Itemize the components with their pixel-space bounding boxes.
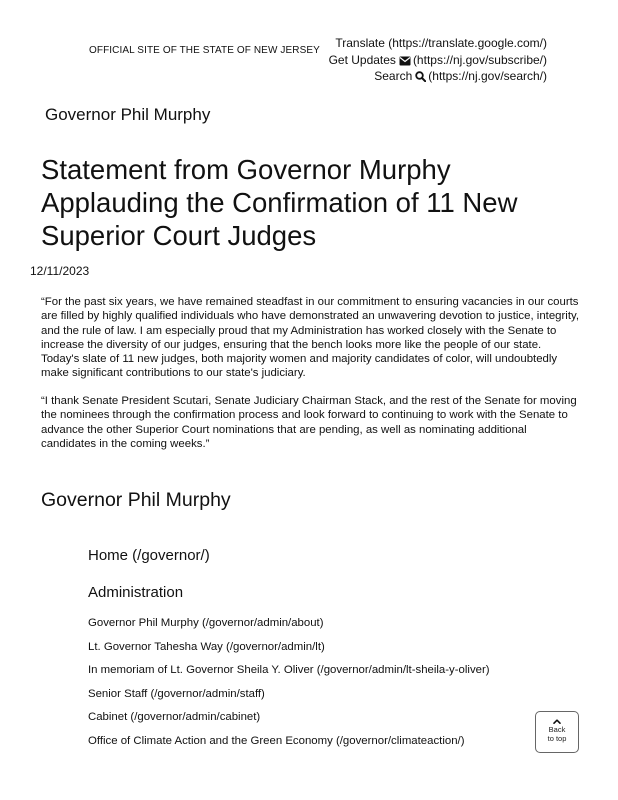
get-updates-link[interactable]: [329, 53, 547, 67]
footer-title: Governor Phil Murphy: [41, 489, 231, 511]
search-icon: [415, 71, 426, 82]
footer-admin-link-lt-governor[interactable]: Lt. Governor Tahesha Way (/governor/admin/lt): [88, 640, 325, 653]
article-paragraph-2: “I thank Senate President Scutari, Senate Judiciary Chairman Stack, and the rest of the Senate for moving the nominees through the confirmation process and look forward to continuing to work with the Senate to advance the other Superior Court nominations that are pending, as well as nominating additional candidates in the coming weeks.”: [41, 395, 577, 450]
footer-admin-link-senior-staff[interactable]: Senior Staff (/governor/admin/staff): [88, 687, 265, 700]
back-to-top-button[interactable]: [535, 711, 579, 753]
back-to-top-line1: Back: [548, 725, 566, 734]
footer-admin-link-cabinet[interactable]: Cabinet (/governor/admin/cabinet): [88, 711, 261, 723]
footer-admin-link-in-memoriam[interactable]: In memoriam of Lt. Governor Sheila Y. Oliver (/governor/admin/lt-sheila-y-oliver): [88, 664, 490, 676]
search-link[interactable]: [374, 69, 547, 83]
article-title: Statement from Governor Murphy Applauding the Confirmation of 11 New Superior Court Judges: [41, 154, 518, 251]
back-to-top-line2: to top: [547, 734, 567, 743]
article-date: 12/11/2023: [30, 264, 90, 278]
footer-admin-link-governor[interactable]: Governor Phil Murphy (/governor/admin/about): [88, 617, 324, 629]
translate-link[interactable]: Translate (https://translate.google.com/): [335, 36, 547, 50]
official-site-banner: OFFICIAL SITE OF THE STATE OF NEW JERSEY: [89, 45, 320, 56]
footer-home-link[interactable]: Home (/governor/): [88, 547, 210, 564]
article-paragraph-1: “For the past six years, we have remained steadfast in our commitment to ensuring vacancies in our courts are filled by highly qualified individuals who have demonstrated an unwavering devotion to justice, integrity, and the rule of law. I am especially proud that my Administration has worked closely with the Senate to increase the diversity of our judges, ensuring that the bench looks more like the people of our state. Today's slate of 11 new judges, both majority women and majority candidates of color, will undoubtedly make significant contributions to our state's judiciary.: [41, 296, 579, 380]
footer-admin-link-climate-action[interactable]: Office of Climate Action and the Green Economy (/governor/climateaction/): [88, 734, 465, 747]
chevron-up-icon: [553, 719, 561, 724]
footer-administration-heading: Administration: [88, 584, 184, 601]
envelope-icon: [399, 56, 411, 66]
search-url: (https://nj.gov/search/): [428, 69, 547, 83]
search-label: Search: [374, 69, 413, 83]
get-updates-label: Get Updates: [328, 53, 396, 67]
get-updates-url: (https://nj.gov/subscribe/): [412, 53, 547, 67]
site-title[interactable]: Governor Phil Murphy: [45, 105, 211, 124]
footer-administration-list: [88, 616, 490, 757]
